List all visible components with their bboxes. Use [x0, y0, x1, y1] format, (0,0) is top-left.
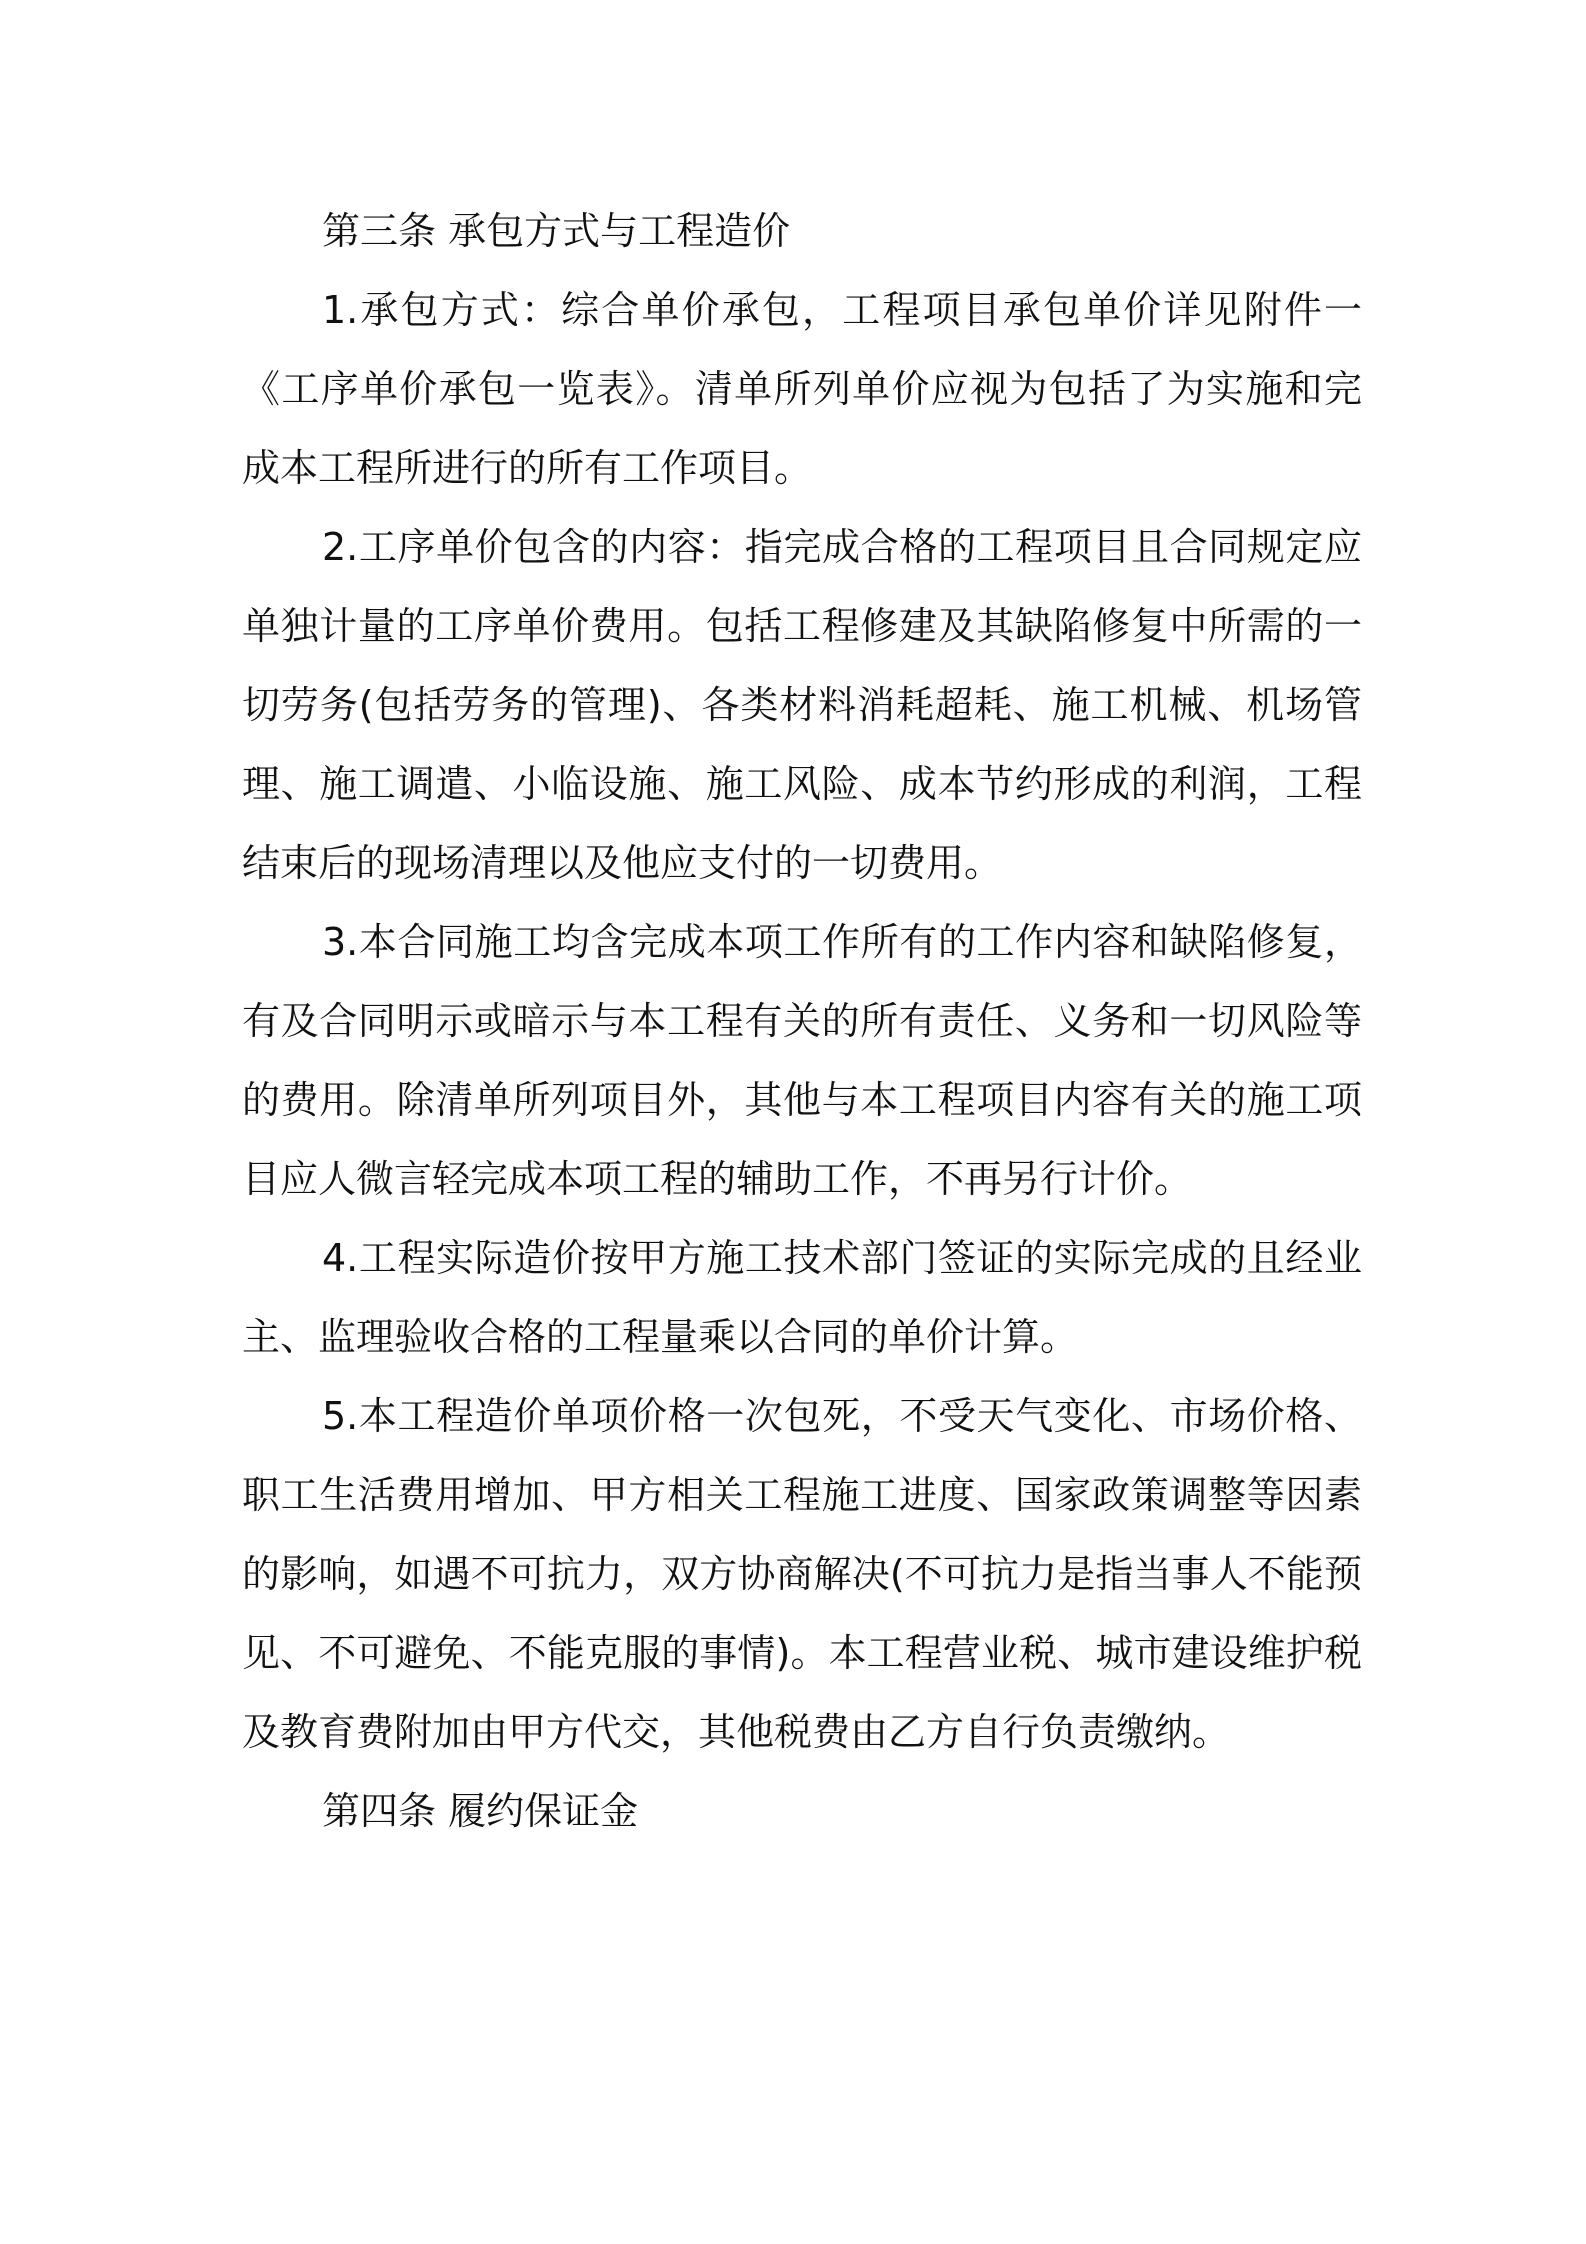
- article-3-paragraph-2: 2.工序单价包含的内容：指完成合格的工程项目且合同规定应单独计量的工序单价费用。包括工程修建及其缺陷修复中所需的一切劳务(包括劳务的管理)、各类材料消耗超耗、施工机械、机场管理、施工调遣、小临设施、施工风险、成本节约形成的利润，工程结束后的现场清理以及他应支付的一切费用。: [242, 525, 1362, 885]
- document-body: [242, 192, 1362, 1851]
- article-4-heading: 第四条 履约保证金: [322, 1789, 639, 1833]
- article-3-paragraph-3: 3.本合同施工均含完成本项工作所有的工作内容和缺陷修复，有及合同明示或暗示与本工程有关的所有责任、义务和一切风险等的费用。除清单所列项目外，其他与本工程项目内容有关的施工项目应人微言轻完成本项工程的辅助工作，不再另行计价。: [242, 920, 1362, 1201]
- article-3-paragraph-5: 5.本工程造价单项价格一次包死，不受天气变化、市场价格、职工生活费用增加、甲方相关工程施工进度、国家政策调整等因素的影响，如遇不可抗力，双方协商解决(不可抗力是指当事人不能预见、不可避免、不能克服的事情)。本工程营业税、城市建设维护税及教育费附加由甲方代交，其他税费由乙方自行负责缴纳。: [242, 1394, 1362, 1754]
- article-3-paragraph-1: 1.承包方式：综合单价承包，工程项目承包单价详见附件一《工序单价承包一览表》。清单所列单价应视为包括了为实施和完成本工程所进行的所有工作项目。: [242, 288, 1362, 490]
- article-3-heading: 第三条 承包方式与工程造价: [322, 209, 791, 253]
- article-3-paragraph-4: 4.工程实际造价按甲方施工技术部门签证的实际完成的且经业主、监理验收合格的工程量乘以合同的单价计算。: [242, 1236, 1362, 1359]
